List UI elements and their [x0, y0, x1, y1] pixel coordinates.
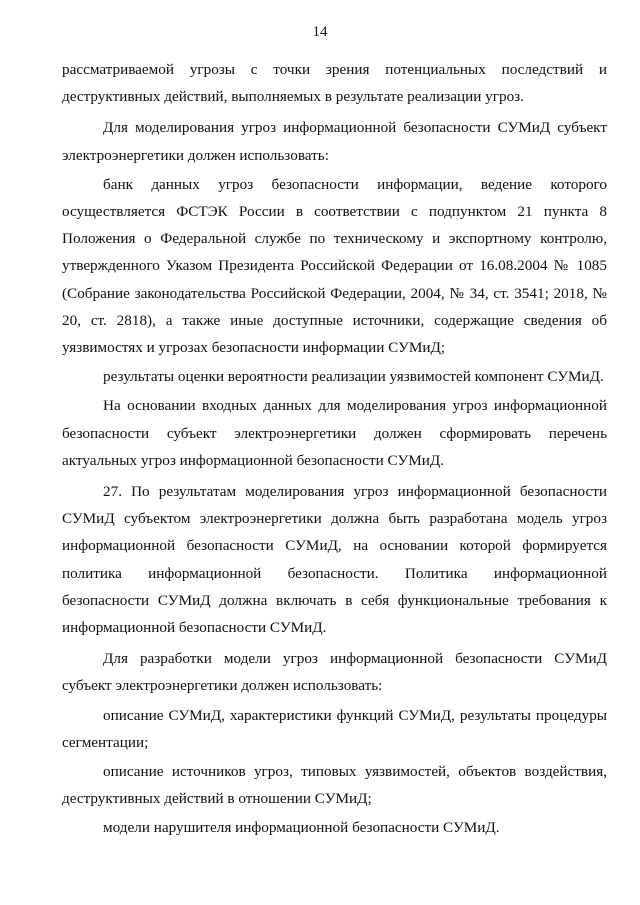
paragraph-threat-list: На основании входных данных для моделирования угроз информационной безопасности субъект электроэнергетики должен сформировать перечень актуальных угроз информационной безопасности СУМиД.	[62, 397, 607, 469]
page-number: 14	[312, 24, 328, 40]
list-item-vulnerability-assessment: результаты оценки вероятности реализации уязвимостей компонент СУМиД.	[103, 368, 604, 386]
list-item-intruder-models: модели нарушителя информационной безопасности СУМиД.	[103, 819, 500, 837]
paragraph-threat-model-inputs-intro: Для разработки модели угроз информационной безопасности СУМиД субъект электроэнергетики должен использовать:	[62, 650, 607, 695]
list-item-threat-sources: описание источников угроз, типовых уязвимостей, объектов воздействия, деструктивных действий в отношении СУМиД;	[62, 763, 607, 808]
list-item-system-description: описание СУМиД, характеристики функций СУМиД, результаты процедуры сегментации;	[62, 706, 607, 751]
list-item-threat-database: банк данных угроз безопасности информации, ведение которого осуществляется ФСТЭК России в соответствии с подпунктом 21 пункта 8 Положения о Федеральной службе по техническому и экспортному контролю, утвержденного Указом Президента Российской Федерации от 16.08.2004 № 1085 (Собрание законодательства Российской Федерации, 2004, № 34, ст. 3541; 2018, № 20, ст. 2818), а также иные доступные источники, содержащие сведения об уязвимостях и угрозах безопасности информации СУМиД;	[62, 175, 607, 357]
paragraph-clause-27: 27. По результатам моделирования угроз информационной безопасности СУМиД субъектом электроэнергетики должна быть разработана модель угроз информационной безопасности СУМиД, на основании которой формируется политика информационной безопасности. Политика информационной безопасности СУМиД должна включать в себя функциональные требования к информационной безопасности СУМиД.	[62, 483, 607, 637]
paragraph-modeling-inputs-intro: Для моделирования угроз информационной безопасности СУМиД субъект электроэнергетики должен использовать:	[62, 119, 607, 164]
paragraph-continuation: рассматриваемой угрозы с точки зрения потенциальных последствий и деструктивных действий, выполняемых в результате реализации угроз.	[62, 61, 607, 106]
document-body	[62, 56, 607, 842]
